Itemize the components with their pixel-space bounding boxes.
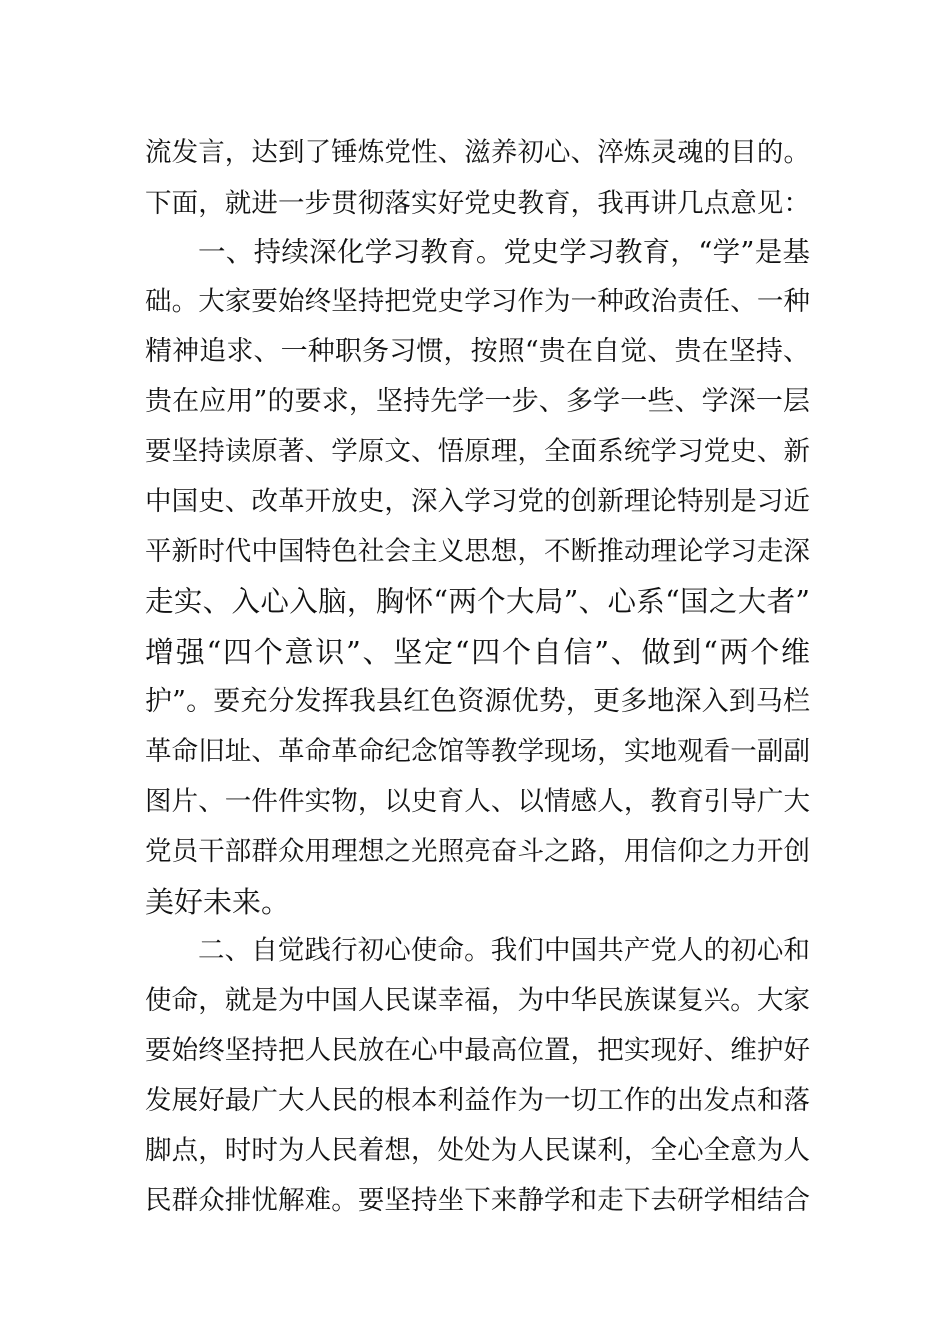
text-line-18: 使命，就是为中国人民谋幸福，为中华民族谋复兴。大家 [145,985,810,1016]
text-line-19: 要始终坚持把人民放在心中最高位置，把实现好、维护好 [145,1035,810,1066]
text-line-9: 平新时代中国特色社会主义思想，不断推动理论学习走深 [145,536,810,567]
text-line-15: 党员干部群众用理想之光照亮奋斗之路，用信仰之力开创 [145,836,810,867]
text-line-1: 流发言，达到了锤炼党性、滋养初心、淬炼灵魂的目的。 [145,137,810,168]
text-line-13: 革命旧址、革命革命纪念馆等教学现场，实地观看一副副 [145,736,810,767]
paragraph-2-first-line: 二、自觉践行初心使命。我们中国共产党人的初心和 [198,935,810,966]
text-line-10: 走实、入心入脑，胸怀“两个大局”、心系“国之大者” [145,585,810,618]
text-line-11: 增强“四个意识”、坚定“四个自信”、做到“两个维 [145,635,810,669]
text-line-14: 图片、一件件实物，以史育人、以情感人，教育引导广大 [145,786,810,817]
text-line-22: 民群众排忧解难。要坚持坐下来静学和走下去研学相结合 [145,1185,810,1216]
text-line-12: 护”。要充分发挥我县红色资源优势，更多地深入到马栏 [145,686,810,717]
text-line-20: 发展好最广大人民的根本利益作为一切工作的出发点和落 [145,1085,810,1116]
paragraph-1-first-line: 一、持续深化学习教育。党史学习教育，“学”是基 [198,236,810,268]
text-line-7: 要坚持读原著、学原文、悟原理，全面系统学习党史、新 [145,436,810,467]
paragraph-1-last-line: 美好未来。 [145,885,291,919]
text-line-8: 中国史、改革开放史，深入学习党的创新理论特别是习近 [145,486,810,517]
text-line-6: 贵在应用”的要求，坚持先学一步、多学一些、学深一层 [145,386,810,417]
text-line-21: 脚点，时时为人民着想，处处为人民谋利，全心全意为人 [145,1135,810,1166]
text-line-2: 下面，就进一步贯彻落实好党史教育，我再讲几点意见： [145,188,810,219]
text-line-4: 础。大家要始终坚持把党史学习作为一种政治责任、一种 [145,286,810,317]
text-line-5: 精神追求、一种职务习惯，按照“贵在自觉、贵在坚持、 [145,336,810,367]
